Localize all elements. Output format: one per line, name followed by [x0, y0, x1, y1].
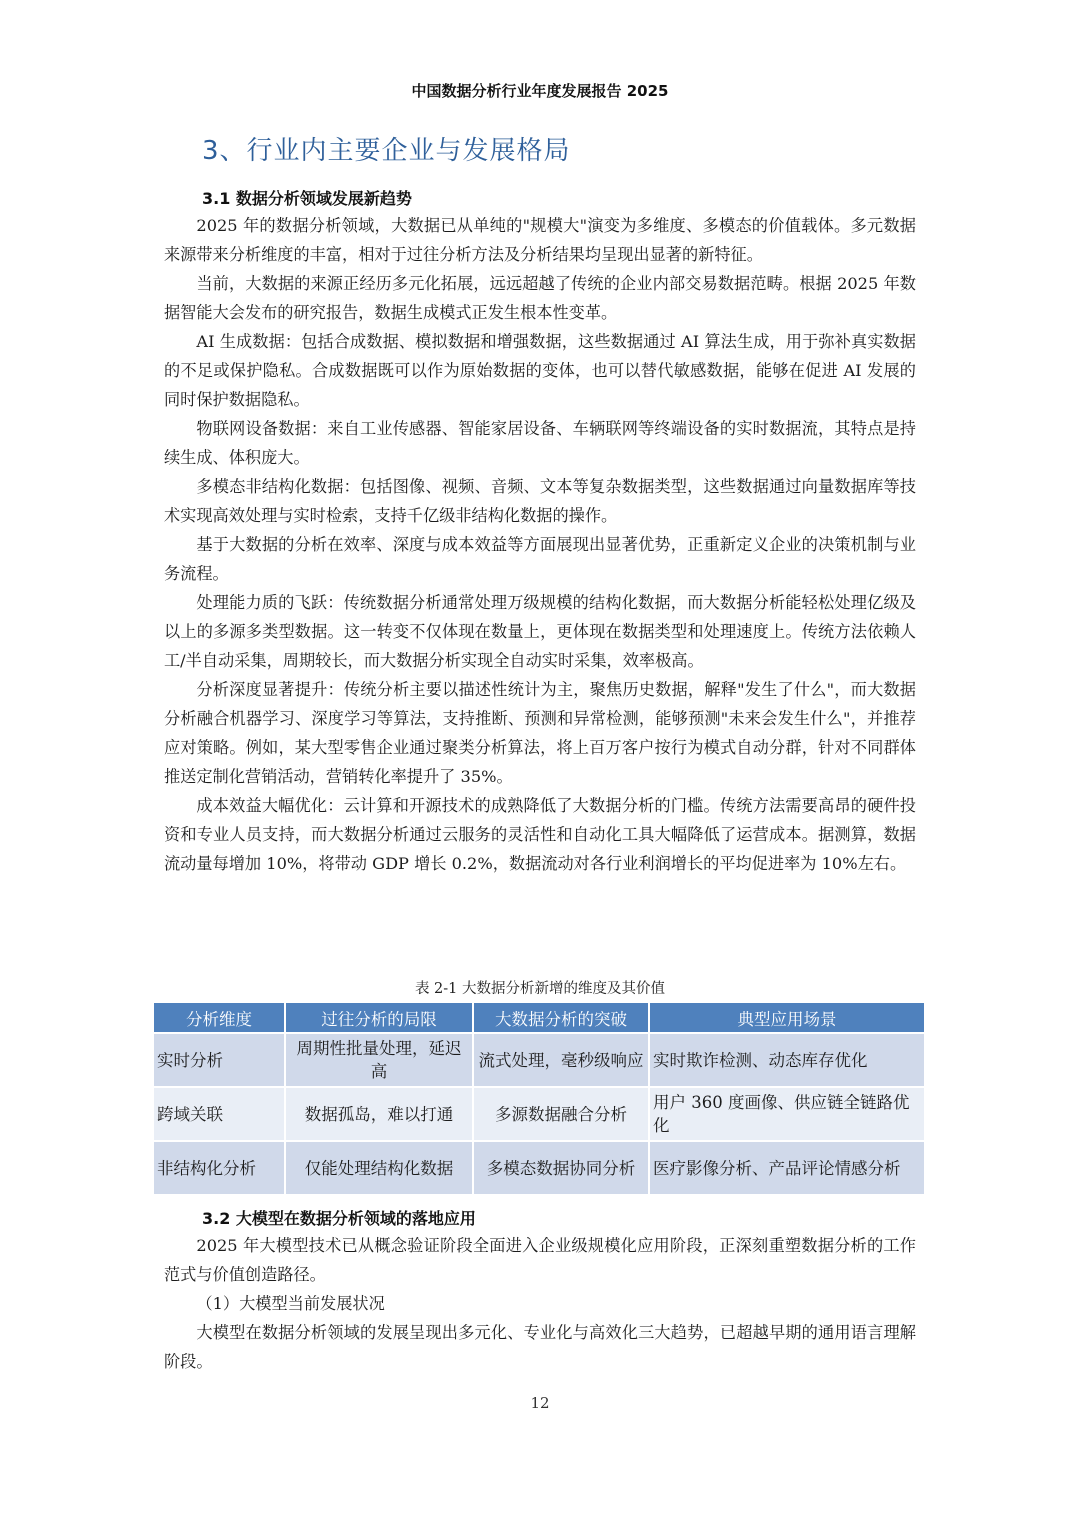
table-cell: 数据孤岛，难以打通 [285, 1087, 473, 1141]
paragraph: 当前，大数据的来源正经历多元化拓展，远远超越了传统的企业内部交易数据范畴。根据 2025 年数据智能大会发布的研究报告，数据生成模式正发生根本性变革。 [164, 274, 916, 322]
dimensions-table [154, 1003, 926, 1194]
table-cell: 周期性批量处理，延迟高 [285, 1033, 473, 1087]
paragraph: 分析深度显著提升：传统分析主要以描述性统计为主，聚焦历史数据，解释"发生了什么"，而大数据分析融合机器学习、深度学习等算法，支持推断、预测和异常检测，能够预测"未来会发生什么"，并推荐应对策略。例如，某大型零售企业通过聚类分析算法，将上百万客户按行为模式自动分群，针对不同群体推送定制化营销活动，营销转化率提升了 35%。 [164, 680, 916, 786]
table-cell: 实时分析 [154, 1033, 285, 1087]
paragraph: 多模态非结构化数据：包括图像、视频、音频、文本等复杂数据类型，这些数据通过向量数据库等技术实现高效处理与实时检索，支持千亿级非结构化数据的操作。 [164, 477, 916, 525]
table-cell: 多源数据融合分析 [473, 1087, 649, 1141]
table-row [154, 1087, 925, 1141]
table-caption: 表 2-1 大数据分析新增的维度及其价值 [414, 981, 666, 997]
table-cell: 仅能处理结构化数据 [285, 1141, 473, 1194]
paragraph: AI 生成数据：包括合成数据、模拟数据和增强数据，这些数据通过 AI 算法生成，用于弥补真实数据的不足或保护隐私。合成数据既可以作为原始数据的变体，也可以替代敏感数据，能够在促进 AI 发展的同时保护数据隐私。 [164, 332, 916, 409]
subsection-heading-llm: 3.2 大模型在数据分析领域的落地应用 [202, 1209, 476, 1228]
table-header-cell: 过往分析的局限 [285, 1003, 473, 1033]
table-cell: 医疗影像分析、产品评论情感分析 [649, 1141, 925, 1194]
paragraph: 基于大数据的分析在效率、深度与成本效益等方面展现出显著优势，正重新定义企业的决策机制与业务流程。 [164, 535, 916, 583]
table-cell: 非结构化分析 [154, 1141, 285, 1194]
table-header-row [154, 1003, 925, 1033]
running-header: 中国数据分析行业年度发展报告 2025 [411, 82, 669, 100]
subsection-heading-trends: 3.1 数据分析领域发展新趋势 [202, 189, 412, 208]
table-header-cell: 分析维度 [154, 1003, 285, 1033]
paragraph: 大模型在数据分析领域的发展呈现出多元化、专业化与高效化三大趋势，已超越早期的通用语言理解阶段。 [164, 1323, 916, 1371]
paragraph: 物联网设备数据：来自工业传感器、智能家居设备、车辆联网等终端设备的实时数据流，其特点是持续生成、体积庞大。 [164, 419, 916, 467]
trends-body [164, 211, 916, 878]
table-cell: 用户 360 度画像、供应链全链路优化 [649, 1087, 925, 1141]
llm-body [164, 1231, 916, 1376]
section-title: 3、行业内主要企业与发展格局 [202, 136, 571, 166]
table-row [154, 1141, 925, 1194]
paragraph: 处理能力质的飞跃：传统数据分析通常处理万级规模的结构化数据，而大数据分析能轻松处理亿级及以上的多源多类型数据。这一转变不仅体现在数量上，更体现在数据类型和处理速度上。传统方法依赖人工/半自动采集，周期较长，而大数据分析实现全自动实时采集，效率极高。 [164, 593, 916, 670]
table-cell: 跨域关联 [154, 1087, 285, 1141]
table-cell: 实时欺诈检测、动态库存优化 [649, 1033, 925, 1087]
table-header-cell: 大数据分析的突破 [473, 1003, 649, 1033]
list-heading: （1）大模型当前发展状况 [196, 1294, 385, 1313]
paragraph: 2025 年大模型技术已从概念验证阶段全面进入企业级规模化应用阶段，正深刻重塑数据分析的工作范式与价值创造路径。 [164, 1236, 916, 1284]
table-header-cell: 典型应用场景 [649, 1003, 925, 1033]
page-number: 12 [530, 1394, 550, 1412]
paragraph: 成本效益大幅优化：云计算和开源技术的成熟降低了大数据分析的门槛。传统方法需要高昂的硬件投资和专业人员支持，而大数据分析通过云服务的灵活性和自动化工具大幅降低了运营成本。据测算，数据流动量每增加 10%，将带动 GDP 增长 0.2%，数据流动对各行业利润增长的平均促进率为 10%左右。 [164, 796, 916, 873]
table-cell: 多模态数据协同分析 [473, 1141, 649, 1194]
table-cell: 流式处理，毫秒级响应 [473, 1033, 649, 1087]
table-row [154, 1033, 925, 1087]
paragraph: 2025 年的数据分析领域，大数据已从单纯的"规模大"演变为多维度、多模态的价值载体。多元数据来源带来分析维度的丰富，相对于过往分析方法及分析结果均呈现出显著的新特征。 [164, 216, 916, 264]
